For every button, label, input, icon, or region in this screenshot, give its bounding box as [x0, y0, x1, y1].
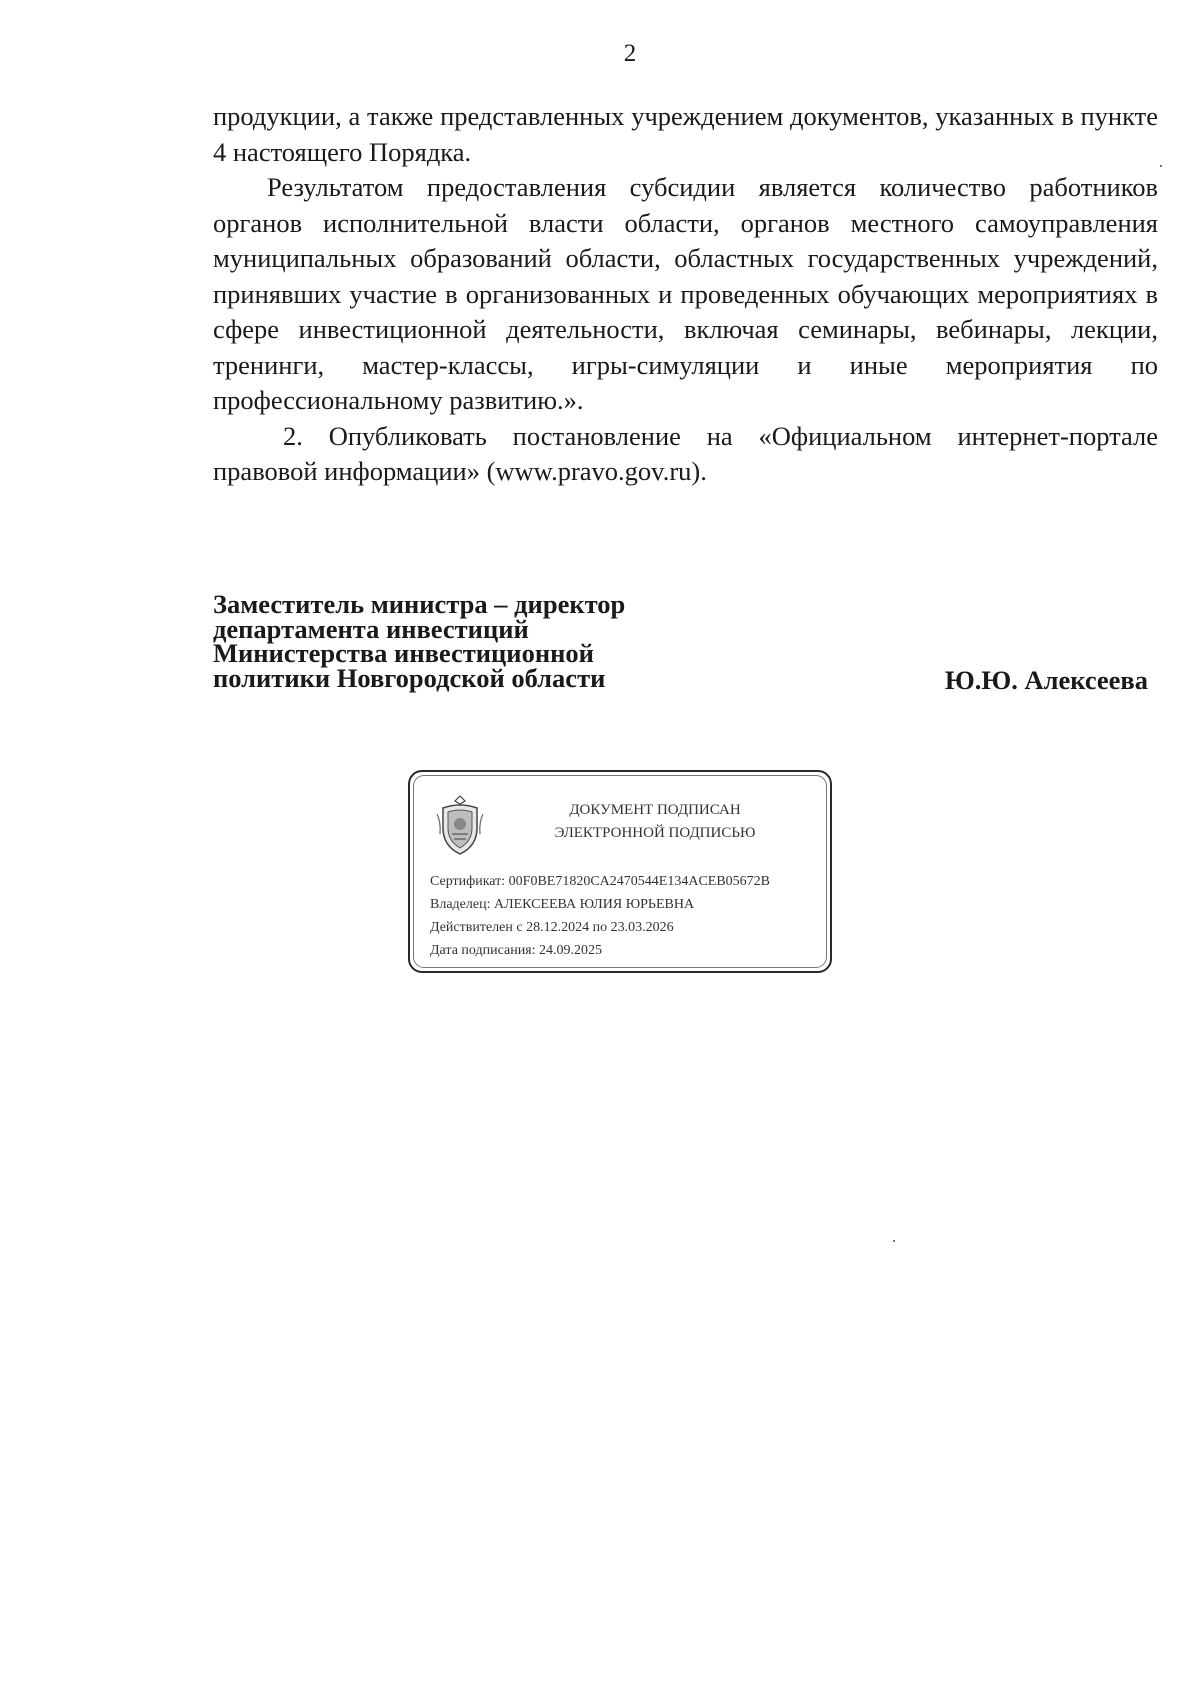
- signatory-position: [213, 589, 626, 693]
- scan-speck: [893, 1240, 895, 1242]
- signatory-name: Ю.Ю. Алексеева: [944, 665, 1148, 695]
- document-body: [213, 99, 1158, 490]
- stamp-header: [500, 799, 810, 845]
- stamp-header-line: ЭЛЕКТРОННОЙ ПОДПИСЬЮ: [554, 825, 756, 841]
- signatory-position-line: департамента инвестиций: [213, 613, 529, 644]
- page-number: 2: [623, 40, 637, 67]
- stamp-header-line: ДОКУМЕНТ ПОДПИСАН: [569, 802, 741, 818]
- stamp-signing-date: Дата подписания: 24.09.2025: [430, 943, 603, 958]
- paragraph-continuation: продукции, а также представленных учреждением документов, указанных в пункте 4 настоящего Порядка.: [213, 101, 1158, 167]
- scan-speck: [1160, 165, 1162, 167]
- paragraph-result: Результатом предоставления субсидии является количество работников органов исполнительной власти области, органов местного самоуправления муниципальных образований области, областных государственных учреждений, принявших участие в организованных и проведенных обучающих мероприятиях в сфере инвестиционной деятельности, включая семинары, вебинары, лекции, тренинги, мастер-классы, игры-симуляции и иные мероприятия по профессиональному развитию.».: [213, 172, 1158, 415]
- stamp-certificate: Сертификат: 00F0BE71820CA2470544E134ACEB05672B: [430, 874, 771, 889]
- paragraph-publish: 2. Опубликовать постановление на «Официальном интернет-портале правовой информации» (www.pravo.gov.ru).: [213, 420, 1158, 486]
- electronic-signature-stamp: [408, 770, 832, 973]
- signatory-position-line: Министерства инвестиционной: [213, 638, 594, 668]
- stamp-details: [430, 870, 770, 962]
- stamp-owner: Владелец: АЛЕКСЕЕВА ЮЛИЯ ЮРЬЕВНА: [430, 897, 695, 912]
- signatory-position-line: политики Новгородской области: [213, 662, 606, 693]
- coat-of-arms-icon: [435, 794, 485, 856]
- stamp-validity: Действителен с 28.12.2024 по 23.03.2026: [430, 920, 674, 935]
- signatory-position-line: Заместитель министра – директор: [213, 589, 626, 619]
